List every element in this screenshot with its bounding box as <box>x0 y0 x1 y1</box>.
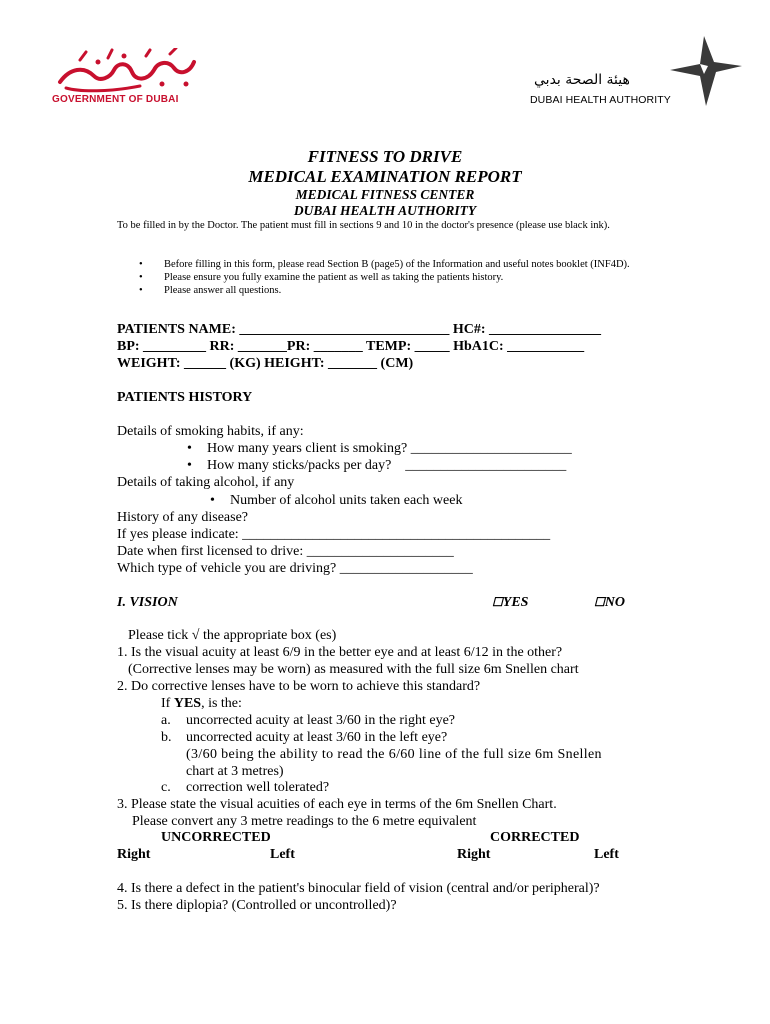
uncorrected-right-label: Right <box>117 847 151 862</box>
item-letter: c. <box>161 780 171 795</box>
instruction-item: • Before filling in this form, please read Section B (page5) of the Information and useful notes booklet (INF4D). <box>117 258 662 271</box>
government-of-dubai-logo <box>50 48 200 110</box>
question-2a <box>161 713 455 729</box>
dha-arabic-label: هيئة الصحة بدبي <box>534 72 630 88</box>
item-letter: b. <box>161 730 172 745</box>
bullet-icon: • <box>187 458 192 473</box>
question-2: 2. Do corrective lenses have to be worn to achieve this standard? <box>117 679 481 694</box>
if-text: If <box>161 696 171 711</box>
title-medical-fitness-center: MEDICAL FITNESS CENTER <box>295 187 475 202</box>
checkbox-icon[interactable]: ☐ <box>492 595 503 609</box>
is-the-text: , is the: <box>201 696 242 711</box>
gov-label: GOVERNMENT OF DUBAI <box>52 94 179 105</box>
question-2b-note-1: (3/60 being the ability to read the 6/60 line of the full size 6m Snellen <box>186 747 602 762</box>
dha-label: DUBAI HEALTH AUTHORITY <box>530 94 671 106</box>
patient-name-line: PATIENTS NAME: ______________________________ HC#: ________________ <box>117 322 602 337</box>
uncorrected-left-label: Left <box>270 847 295 862</box>
instructions-list <box>117 258 662 297</box>
yes-label: YES <box>502 595 529 610</box>
smoking-years-item <box>187 441 572 457</box>
question-3: 3. Please state the visual acuities of each eye in terms of the 6m Snellen Chart. <box>117 797 557 812</box>
corrected-heading: CORRECTED <box>490 830 580 845</box>
instruction-item: • Please ensure you fully examine the patient as well as taking the patients history. <box>117 271 662 284</box>
smoking-sticks-item <box>187 458 566 474</box>
vitals-line: BP: _________ RR: _______PR: _______ TEMP: _____ HbA1C: ___________ <box>117 339 585 354</box>
patients-history-heading: PATIENTS HISTORY <box>117 390 253 405</box>
alcohol-units-text: Number of alcohol units taken each week <box>230 493 463 508</box>
disease-indicate-line: If yes please indicate: ____________________________________________ <box>117 527 551 542</box>
gov-calligraphy-icon <box>50 48 200 94</box>
bullet-icon: • <box>187 441 192 456</box>
alcohol-label: Details of taking alcohol, if any <box>117 475 295 490</box>
no-option[interactable] <box>594 595 625 611</box>
question-2c-text: correction well tolerated? <box>186 780 330 795</box>
title-medical-examination-report: MEDICAL EXAMINATION REPORT <box>248 167 522 186</box>
instruction-item: • Please answer all questions. <box>117 284 662 297</box>
question-4: 4. Is there a defect in the patient's binocular field of vision (central and/or peripheral)? <box>117 881 600 896</box>
bullet-icon: • <box>210 493 215 508</box>
no-label: NO <box>604 595 625 610</box>
checkbox-icon[interactable]: ☐ <box>594 595 605 609</box>
title-dubai-health-authority: DUBAI HEALTH AUTHORITY <box>293 203 477 218</box>
title-fitness-to-drive: FITNESS TO DRIVE <box>307 147 463 166</box>
alcohol-units-item <box>210 493 462 509</box>
question-2-if-yes <box>161 696 242 712</box>
disease-history: History of any disease? <box>117 510 249 525</box>
corrected-right-label: Right <box>457 847 491 862</box>
yes-emphasis: YES <box>173 696 202 711</box>
weight-height-line: WEIGHT: ______ (KG) HEIGHT: _______ (CM) <box>117 356 414 371</box>
dubai-health-authority-logo <box>530 36 745 108</box>
corrected-left-label: Left <box>594 847 619 862</box>
item-letter: a. <box>161 713 171 728</box>
question-2a-text: uncorrected acuity at least 3/60 in the right eye? <box>186 713 456 728</box>
first-licensed-line: Date when first licensed to drive: _____________________ <box>117 544 454 559</box>
question-2b <box>161 730 447 746</box>
question-2c <box>161 780 329 796</box>
yes-option[interactable] <box>492 595 528 611</box>
question-5: 5. Is there diplopia? (Controlled or uncontrolled)? <box>117 898 397 913</box>
smoking-years-text: How many years client is smoking? _______________________ <box>207 441 572 456</box>
dha-arrow-icon <box>660 36 742 106</box>
intro-text: To be filled in by the Doctor. The patient must fill in sections 9 and 10 in the doctor's presence (please use black ink). <box>117 220 610 231</box>
question-2b-text: uncorrected acuity at least 3/60 in the left eye? <box>186 730 448 745</box>
question-2b-note-2: chart at 3 metres) <box>186 764 284 779</box>
vehicle-type-line: Which type of vehicle you are driving? ___________________ <box>117 561 473 576</box>
tick-instruction: Please tick √ the appropriate box (es) <box>128 628 337 643</box>
question-3-note: Please convert any 3 metre readings to the 6 metre equivalent <box>132 814 477 829</box>
vision-heading: I. VISION <box>117 595 178 610</box>
smoking-sticks-text: How many sticks/packs per day? _______________________ <box>207 458 567 473</box>
question-1-note: (Corrective lenses may be worn) as measured with the full size 6m Snellen chart <box>128 662 579 677</box>
question-1: 1. Is the visual acuity at least 6/9 in the better eye and at least 6/12 in the other? <box>117 645 563 660</box>
uncorrected-heading: UNCORRECTED <box>161 830 271 845</box>
smoking-label: Details of smoking habits, if any: <box>117 424 304 439</box>
